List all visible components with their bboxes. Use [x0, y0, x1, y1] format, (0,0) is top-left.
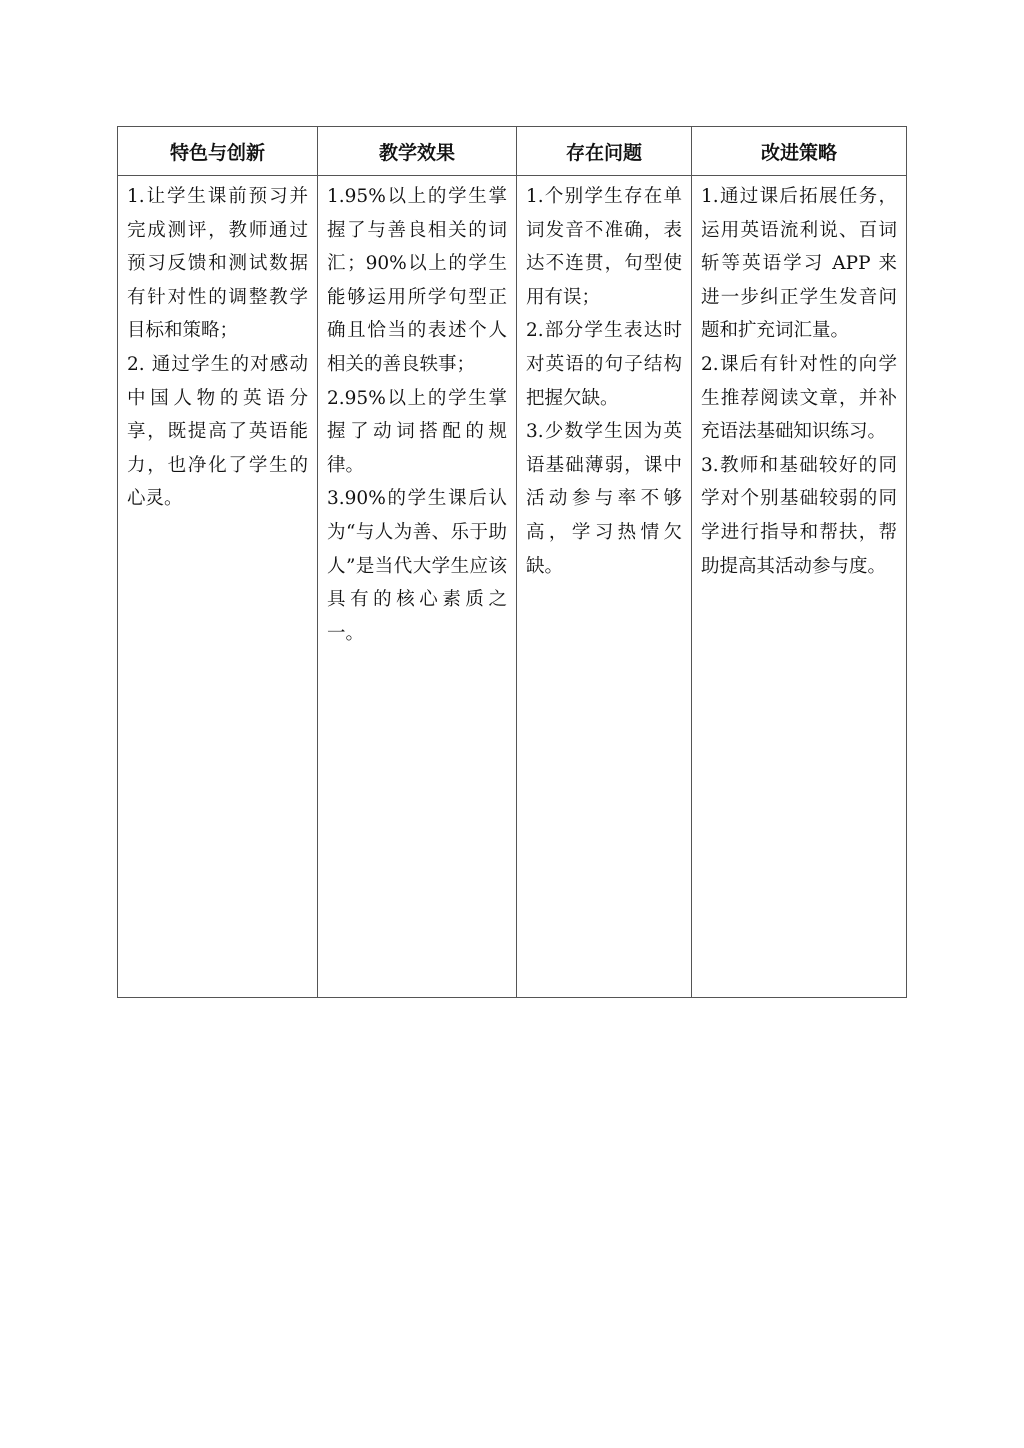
header-improvement-strategy: 改进策略 [692, 127, 907, 176]
list-item: 1.让学生课前预习并完成测评，教师通过预习反馈和测试数据有针对性的调整教学目标和策略； [127, 186, 308, 342]
cell-existing-problems [517, 176, 692, 998]
list-item: 2. 通过学生的对感动中国人物的英语分享，既提高了英语能力，也净化了学生的心灵。 [127, 353, 308, 510]
list-item: 3.教师和基础较好的同学对个别基础较弱的同学进行指导和帮扶，帮助提高其活动参与度。 [701, 454, 897, 577]
list-item: 2.部分学生表达时对英语的句子结构把握欠缺。 [526, 320, 682, 409]
header-features-innovation: 特色与创新 [118, 127, 318, 176]
list-item: 1.个别学生存在单词发音不准确，表达不连贯，句型使用有误； [526, 186, 682, 308]
table-row [118, 176, 907, 998]
evaluation-table [117, 126, 907, 998]
list-item: 3.90%的学生课后认为“与人为善、乐于助人”是当代大学生应该具有的核心素质之一。 [327, 488, 507, 644]
cell-improvement-strategy [692, 176, 907, 998]
list-item: 3.少数学生因为英语基础薄弱，课中活动参与率不够高，学习热情欠缺。 [526, 421, 682, 577]
list-item: 1.通过课后拓展任务，运用英语流利说、百词斩等英语学习 APP 来进一步纠正学生发音问题和扩充词汇量。 [701, 186, 897, 342]
cell-teaching-effect [318, 176, 517, 998]
list-item: 1.95%以上的学生掌握了与善良相关的词汇；90%以上的学生能够运用所学句型正确且恰当的表述个人相关的善良轶事； [327, 186, 507, 375]
list-item: 2.95%以上的学生掌握了动词搭配的规律。 [327, 387, 507, 476]
header-existing-problems: 存在问题 [517, 127, 692, 176]
cell-features-innovation [118, 176, 318, 998]
header-teaching-effect: 教学效果 [318, 127, 517, 176]
list-item: 2.课后有针对性的向学生推荐阅读文章，并补充语法基础知识练习。 [701, 353, 897, 443]
header-row [118, 127, 907, 176]
